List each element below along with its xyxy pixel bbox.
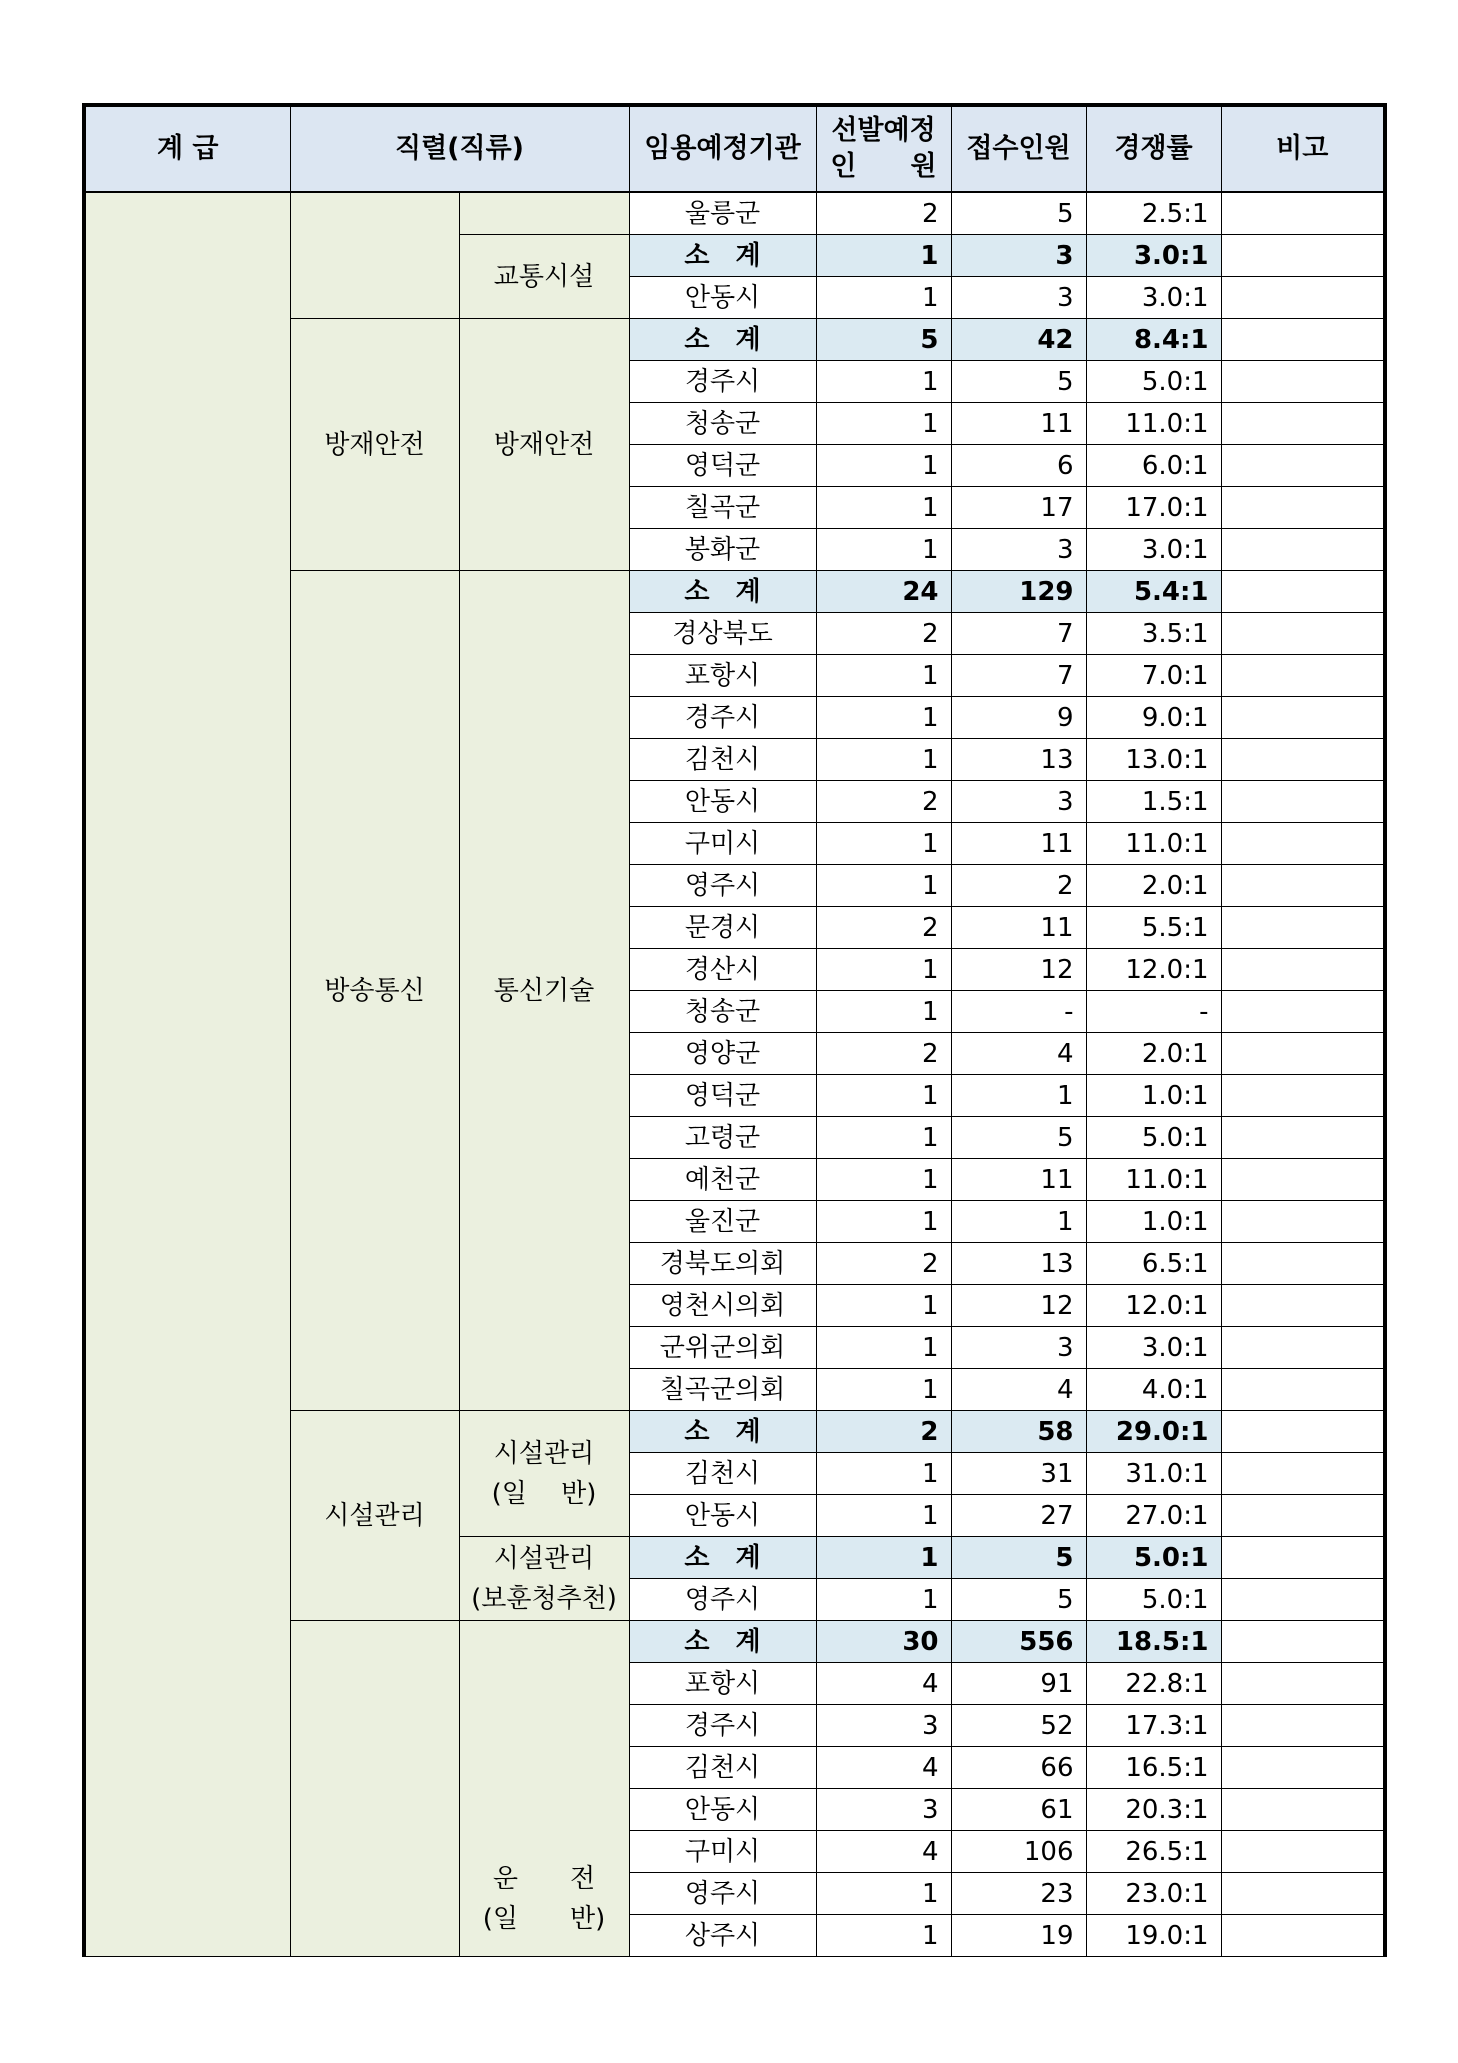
note-cell xyxy=(1221,907,1385,949)
org-cell: 울릉군 xyxy=(629,192,816,235)
ratio-cell: 6.0:1 xyxy=(1086,445,1221,487)
org-cell: 영덕군 xyxy=(629,1075,816,1117)
siseol-general-line1: 시설관리 xyxy=(493,1438,595,1469)
planned-cell: 1 xyxy=(816,1579,951,1621)
note-cell xyxy=(1221,235,1385,277)
ratio-cell: 11.0:1 xyxy=(1086,1159,1221,1201)
planned-cell: 1 xyxy=(816,1495,951,1537)
ratio-cell: 3.0:1 xyxy=(1086,277,1221,319)
planned-cell: 1 xyxy=(816,277,951,319)
note-cell xyxy=(1221,991,1385,1033)
applicants-cell: 5 xyxy=(951,192,1086,235)
note-cell xyxy=(1221,1033,1385,1075)
ratio-cell: 26.5:1 xyxy=(1086,1831,1221,1873)
note-cell xyxy=(1221,1201,1385,1243)
applicants-cell: 4 xyxy=(951,1369,1086,1411)
planned-cell: 1 xyxy=(816,529,951,571)
org-cell: 김천시 xyxy=(629,1747,816,1789)
planned-cell: 1 xyxy=(816,865,951,907)
note-cell xyxy=(1221,403,1385,445)
planned-cell: 1 xyxy=(816,1075,951,1117)
applicants-cell: 52 xyxy=(951,1705,1086,1747)
applicants-cell: 31 xyxy=(951,1453,1086,1495)
applicants-cell: 11 xyxy=(951,403,1086,445)
org-cell: 안동시 xyxy=(629,1495,816,1537)
subseries-bangjae xyxy=(459,319,629,571)
planned-cell: 4 xyxy=(816,1831,951,1873)
note-cell xyxy=(1221,319,1385,361)
note-cell xyxy=(1221,1243,1385,1285)
applicants-cell: 556 xyxy=(951,1621,1086,1663)
header-note: 비고 xyxy=(1221,105,1385,192)
note-cell xyxy=(1221,1495,1385,1537)
ratio-cell: 12.0:1 xyxy=(1086,1285,1221,1327)
header-planned xyxy=(816,105,951,192)
subseries-gyotong-label: 교통시설 xyxy=(493,261,595,292)
note-cell xyxy=(1221,445,1385,487)
note-cell xyxy=(1221,487,1385,529)
planned-cell: 3 xyxy=(816,1789,951,1831)
org-cell: 경상북도 xyxy=(629,613,816,655)
note-cell xyxy=(1221,1663,1385,1705)
org-cell: 경산시 xyxy=(629,949,816,991)
applicants-cell: 106 xyxy=(951,1831,1086,1873)
subseries-bangjae-label: 방재안전 xyxy=(493,429,595,460)
ratio-cell: 3.0:1 xyxy=(1086,235,1221,277)
org-cell: 상주시 xyxy=(629,1915,816,1957)
note-cell xyxy=(1221,1789,1385,1831)
ratio-cell: 5.0:1 xyxy=(1086,1579,1221,1621)
applicants-cell: 3 xyxy=(951,1327,1086,1369)
org-cell: 청송군 xyxy=(629,991,816,1033)
org-cell: 봉화군 xyxy=(629,529,816,571)
org-cell: 소 계 xyxy=(629,235,816,277)
ratio-cell: 12.0:1 xyxy=(1086,949,1221,991)
note-cell xyxy=(1221,1117,1385,1159)
header-applicants: 접수인원 xyxy=(951,105,1086,192)
series-siseol-label: 시설관리 xyxy=(324,1500,425,1531)
ratio-cell: 3.5:1 xyxy=(1086,613,1221,655)
header-ratio: 경쟁률 xyxy=(1086,105,1221,192)
ratio-cell: 6.5:1 xyxy=(1086,1243,1221,1285)
applicants-cell: 3 xyxy=(951,277,1086,319)
planned-cell: 1 xyxy=(816,445,951,487)
applicants-cell: 9 xyxy=(951,697,1086,739)
applicants-cell: 5 xyxy=(951,1537,1086,1579)
planned-cell: 2 xyxy=(816,781,951,823)
applicants-cell: 42 xyxy=(951,319,1086,361)
planned-cell: 1 xyxy=(816,1117,951,1159)
org-cell: 영덕군 xyxy=(629,445,816,487)
header-series: 직렬(직류) xyxy=(290,105,629,192)
ratio-cell: 31.0:1 xyxy=(1086,1453,1221,1495)
ratio-cell: 27.0:1 xyxy=(1086,1495,1221,1537)
ratio-cell: 2.0:1 xyxy=(1086,1033,1221,1075)
planned-cell: 2 xyxy=(816,1243,951,1285)
ratio-cell: 4.0:1 xyxy=(1086,1369,1221,1411)
subseries-tongsin xyxy=(459,571,629,1411)
planned-cell: 1 xyxy=(816,361,951,403)
applicants-cell: 7 xyxy=(951,655,1086,697)
org-cell: 예천군 xyxy=(629,1159,816,1201)
note-cell xyxy=(1221,1747,1385,1789)
unjeon-line1: 운 전 xyxy=(492,1863,596,1894)
org-cell: 포항시 xyxy=(629,1663,816,1705)
applicants-cell: 3 xyxy=(951,529,1086,571)
ratio-cell: 8.4:1 xyxy=(1086,319,1221,361)
note-cell xyxy=(1221,1537,1385,1579)
note-cell xyxy=(1221,1705,1385,1747)
org-cell: 구미시 xyxy=(629,1831,816,1873)
applicants-cell: 5 xyxy=(951,1117,1086,1159)
ratio-cell: - xyxy=(1086,991,1221,1033)
org-cell: 울진군 xyxy=(629,1201,816,1243)
header-grade: 계 급 xyxy=(84,105,290,192)
applicants-cell: 5 xyxy=(951,361,1086,403)
ratio-cell: 1.0:1 xyxy=(1086,1075,1221,1117)
org-cell: 경주시 xyxy=(629,361,816,403)
table-header xyxy=(84,105,1385,192)
note-cell xyxy=(1221,1453,1385,1495)
planned-cell: 4 xyxy=(816,1747,951,1789)
org-cell: 군위군의회 xyxy=(629,1327,816,1369)
applicants-cell: 5 xyxy=(951,1579,1086,1621)
planned-cell: 1 xyxy=(816,1873,951,1915)
applicants-cell: 6 xyxy=(951,445,1086,487)
ratio-cell: 3.0:1 xyxy=(1086,1327,1221,1369)
applicants-cell: 13 xyxy=(951,1243,1086,1285)
ratio-cell: 2.0:1 xyxy=(1086,865,1221,907)
ratio-cell: 5.4:1 xyxy=(1086,571,1221,613)
ratio-cell: 18.5:1 xyxy=(1086,1621,1221,1663)
table-body xyxy=(84,192,1385,1957)
applicants-cell: 27 xyxy=(951,1495,1086,1537)
applicants-cell: 19 xyxy=(951,1915,1086,1957)
planned-cell: 2 xyxy=(816,907,951,949)
header-planned-line1: 선발예정 xyxy=(831,115,936,146)
note-cell xyxy=(1221,1915,1385,1957)
applicants-cell: - xyxy=(951,991,1086,1033)
note-cell xyxy=(1221,1579,1385,1621)
ratio-cell: 5.0:1 xyxy=(1086,361,1221,403)
note-cell xyxy=(1221,571,1385,613)
planned-cell: 24 xyxy=(816,571,951,613)
ratio-cell: 5.0:1 xyxy=(1086,1537,1221,1579)
org-cell: 소 계 xyxy=(629,571,816,613)
org-cell: 소 계 xyxy=(629,1411,816,1453)
org-cell: 안동시 xyxy=(629,781,816,823)
note-cell xyxy=(1221,781,1385,823)
org-cell: 영주시 xyxy=(629,1579,816,1621)
planned-cell: 2 xyxy=(816,1033,951,1075)
org-cell: 영주시 xyxy=(629,865,816,907)
org-cell: 소 계 xyxy=(629,1621,816,1663)
subseries-tongsin-label: 통신기술 xyxy=(493,975,595,1006)
planned-cell: 1 xyxy=(816,697,951,739)
note-cell xyxy=(1221,1369,1385,1411)
series-unjeon xyxy=(290,1621,459,1957)
note-cell xyxy=(1221,1873,1385,1915)
applicants-cell: 1 xyxy=(951,1201,1086,1243)
org-cell: 경주시 xyxy=(629,697,816,739)
planned-cell: 30 xyxy=(816,1621,951,1663)
planned-cell: 1 xyxy=(816,823,951,865)
applicants-cell: 12 xyxy=(951,1285,1086,1327)
note-cell xyxy=(1221,949,1385,991)
planned-cell: 1 xyxy=(816,655,951,697)
note-cell xyxy=(1221,1327,1385,1369)
planned-cell: 1 xyxy=(816,1369,951,1411)
siseol-general-line2: (일 반) xyxy=(491,1478,597,1509)
note-cell xyxy=(1221,277,1385,319)
note-cell xyxy=(1221,697,1385,739)
note-cell xyxy=(1221,739,1385,781)
subseries-gyotong xyxy=(459,235,629,319)
applicants-cell: 2 xyxy=(951,865,1086,907)
ratio-cell: 7.0:1 xyxy=(1086,655,1221,697)
note-cell xyxy=(1221,1411,1385,1453)
org-cell: 포항시 xyxy=(629,655,816,697)
applicants-cell: 61 xyxy=(951,1789,1086,1831)
note-cell xyxy=(1221,1159,1385,1201)
note-cell xyxy=(1221,1831,1385,1873)
org-cell: 고령군 xyxy=(629,1117,816,1159)
planned-cell: 5 xyxy=(816,319,951,361)
applicants-cell: 3 xyxy=(951,781,1086,823)
planned-cell: 1 xyxy=(816,1537,951,1579)
planned-cell: 1 xyxy=(816,1285,951,1327)
org-cell: 경주시 xyxy=(629,1705,816,1747)
org-cell: 소 계 xyxy=(629,1537,816,1579)
org-cell: 영주시 xyxy=(629,1873,816,1915)
ratio-cell: 19.0:1 xyxy=(1086,1915,1221,1957)
series-bangjae xyxy=(290,319,459,571)
ratio-cell: 1.0:1 xyxy=(1086,1201,1221,1243)
planned-cell: 2 xyxy=(816,613,951,655)
org-cell: 영천시의회 xyxy=(629,1285,816,1327)
org-cell: 구미시 xyxy=(629,823,816,865)
org-cell: 칠곡군의회 xyxy=(629,1369,816,1411)
applicants-cell: 129 xyxy=(951,571,1086,613)
planned-cell: 1 xyxy=(816,991,951,1033)
series-siseol xyxy=(290,1411,459,1621)
ratio-cell: 16.5:1 xyxy=(1086,1747,1221,1789)
note-cell xyxy=(1221,823,1385,865)
series-bangsong-label: 방송통신 xyxy=(324,975,425,1006)
applicants-cell: 17 xyxy=(951,487,1086,529)
note-cell xyxy=(1221,1621,1385,1663)
subseries-unjeon xyxy=(459,1621,629,1957)
org-cell: 경북도의회 xyxy=(629,1243,816,1285)
applicants-cell: 3 xyxy=(951,235,1086,277)
org-cell: 칠곡군 xyxy=(629,487,816,529)
applicants-cell: 11 xyxy=(951,1159,1086,1201)
planned-cell: 1 xyxy=(816,1159,951,1201)
subseries-siseol-general xyxy=(459,1411,629,1537)
ratio-cell: 20.3:1 xyxy=(1086,1789,1221,1831)
org-cell: 영양군 xyxy=(629,1033,816,1075)
planned-cell: 1 xyxy=(816,1327,951,1369)
planned-cell: 1 xyxy=(816,949,951,991)
planned-cell: 2 xyxy=(816,1411,951,1453)
planned-cell: 1 xyxy=(816,1453,951,1495)
ratio-cell: 11.0:1 xyxy=(1086,823,1221,865)
recruitment-table xyxy=(82,103,1387,1957)
planned-cell: 1 xyxy=(816,1915,951,1957)
org-cell: 김천시 xyxy=(629,1453,816,1495)
unjeon-line2: (일 반) xyxy=(482,1903,606,1934)
series-cell-top xyxy=(290,192,459,319)
series-bangjae-label: 방재안전 xyxy=(324,429,425,460)
ratio-cell: 29.0:1 xyxy=(1086,1411,1221,1453)
header-planned-line2: 인 원 xyxy=(830,151,937,182)
planned-cell: 2 xyxy=(816,192,951,235)
subseries-cell-top xyxy=(459,192,629,235)
ratio-cell: 22.8:1 xyxy=(1086,1663,1221,1705)
note-cell xyxy=(1221,1285,1385,1327)
planned-cell: 1 xyxy=(816,739,951,781)
ratio-cell: 5.5:1 xyxy=(1086,907,1221,949)
planned-cell: 4 xyxy=(816,1663,951,1705)
ratio-cell: 17.3:1 xyxy=(1086,1705,1221,1747)
ratio-cell: 2.5:1 xyxy=(1086,192,1221,235)
ratio-cell: 17.0:1 xyxy=(1086,487,1221,529)
ratio-cell: 11.0:1 xyxy=(1086,403,1221,445)
siseol-vet-line1: 시설관리 xyxy=(493,1543,595,1574)
note-cell xyxy=(1221,529,1385,571)
org-cell: 청송군 xyxy=(629,403,816,445)
applicants-cell: 12 xyxy=(951,949,1086,991)
org-cell: 안동시 xyxy=(629,1789,816,1831)
table-row xyxy=(84,192,1385,235)
applicants-cell: 13 xyxy=(951,739,1086,781)
note-cell xyxy=(1221,865,1385,907)
ratio-cell: 1.5:1 xyxy=(1086,781,1221,823)
ratio-cell: 13.0:1 xyxy=(1086,739,1221,781)
header-org: 임용예정기관 xyxy=(629,105,816,192)
siseol-vet-line2: (보훈청추천) xyxy=(471,1583,617,1614)
applicants-cell: 7 xyxy=(951,613,1086,655)
note-cell xyxy=(1221,655,1385,697)
planned-cell: 1 xyxy=(816,1201,951,1243)
note-cell xyxy=(1221,361,1385,403)
planned-cell: 1 xyxy=(816,235,951,277)
note-cell xyxy=(1221,1075,1385,1117)
ratio-cell: 9.0:1 xyxy=(1086,697,1221,739)
subseries-siseol-vet xyxy=(459,1537,629,1621)
applicants-cell: 4 xyxy=(951,1033,1086,1075)
note-cell xyxy=(1221,613,1385,655)
applicants-cell: 23 xyxy=(951,1873,1086,1915)
applicants-cell: 11 xyxy=(951,823,1086,865)
note-cell xyxy=(1221,192,1385,235)
ratio-cell: 3.0:1 xyxy=(1086,529,1221,571)
ratio-cell: 23.0:1 xyxy=(1086,1873,1221,1915)
applicants-cell: 1 xyxy=(951,1075,1086,1117)
planned-cell: 1 xyxy=(816,403,951,445)
planned-cell: 1 xyxy=(816,487,951,529)
applicants-cell: 11 xyxy=(951,907,1086,949)
applicants-cell: 58 xyxy=(951,1411,1086,1453)
planned-cell: 3 xyxy=(816,1705,951,1747)
applicants-cell: 66 xyxy=(951,1747,1086,1789)
series-bangsong xyxy=(290,571,459,1411)
org-cell: 문경시 xyxy=(629,907,816,949)
applicants-cell: 91 xyxy=(951,1663,1086,1705)
org-cell: 안동시 xyxy=(629,277,816,319)
ratio-cell: 5.0:1 xyxy=(1086,1117,1221,1159)
org-cell: 소 계 xyxy=(629,319,816,361)
grade-cell xyxy=(84,192,290,1957)
org-cell: 김천시 xyxy=(629,739,816,781)
